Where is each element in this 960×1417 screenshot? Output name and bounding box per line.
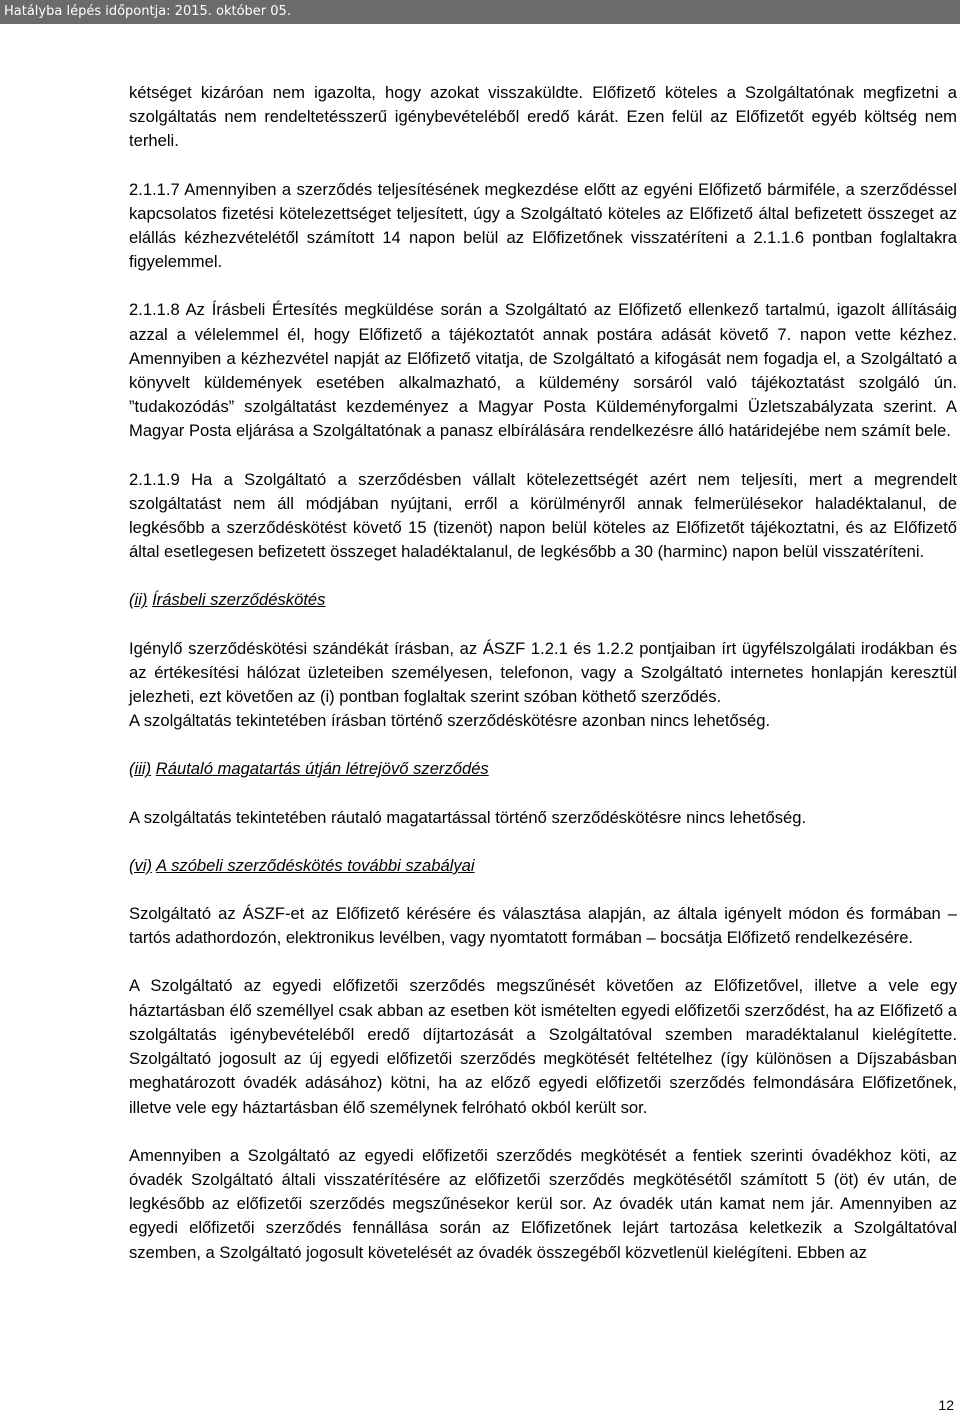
paragraph-2-1-1-7: 2.1.1.7 Amennyiben a szerződés teljesítésének megkezdése előtt az egyéni Előfizető bármiféle, a szerződéssel kapcsolatos fizetési kötelezettséget teljesített, úgy a Szolgáltató köteles az Előfizető által befizetett összeget az elállás kézhezvételétől számított 14 napon belül az Előfizetőnek visszatéríteni a 2.1.1.6 pontban foglaltakra figyelemmel. — [129, 179, 957, 272]
section-heading-vi-title: A szóbeli szerződéskötés további szabályai — [156, 855, 475, 875]
page-number: 12 — [938, 1397, 954, 1413]
section-heading-vi — [129, 854, 957, 878]
paragraph-continuation: kétséget kizáróan nem igazolta, hogy azokat visszaküldte. Előfizető köteles a Szolgáltatónak megfizetni a szolgáltatás nem rendeltetésszerű igénybevételéből eredő kárát. Ezen felül az Előfizetőt egyéb költség nem terheli. — [129, 83, 957, 151]
paragraph-aszf-delivery: Szolgáltató az ÁSZF-et az Előfizető kérésére és választása alapján, az általa igényelt módon és formában – tartós adathordozón, elektronikus levélben, vagy nyomtatott formában – bocsátja Előfizető rendelkezésére. — [129, 904, 957, 948]
paragraph-new-contract-conditions: A Szolgáltató az egyedi előfizetői szerződés megszűnését követően az Előfizetővel, illetve a vele egy háztartásban élő személlyel csak abban az esetben köt ismételten egyedi előfizetői szerződést, ha az Előfizető a szolgáltatás igénybevételéből eredő díjtartozását a Szolgáltatóval szemben maradéktalanul kielégítette. Szolgáltató jogosult az új egyedi előfizetői szerződés megkötését feltételhez (így különösen a Díjszabásban meghatározott óvadék adásához) kötni, ha az előző egyedi előfizetői szerződés felmondására Előfizetőnek, illetve vele egy háztartásban élő személynek felróható okból került sor. — [129, 976, 957, 1117]
paragraph-deposit: Amennyiben a Szolgáltató az egyedi előfizetői szerződés megkötését a fentiek szerinti óvadékhoz köti, az óvadék Szolgáltató általi visszatérítésére az előfizetői szerződés megkötésétől számított 5 (öt) év után, de legkésőbb az előfizetői szerződés megszűnésekor kerül sor. Az óvadék után kamat nem jár. Amennyiben az egyedi előfizetői szerződés fennállása során az Előfizetőnek lejárt tartozása keletkezik a Szolgáltatóval szemben, a Szolgáltató jogosult követelését az óvadék összegéből közvetlenül kielégíteni. Ebben az — [129, 1145, 957, 1262]
section-heading-iii-title: Ráutaló magatartás útján létrejövő szerződés — [155, 759, 489, 779]
section-heading-vi-number: (vi) — [129, 855, 153, 875]
document-body — [129, 81, 957, 1265]
section-heading-iii-number: (iii) — [129, 759, 152, 779]
paragraph-2-1-1-9: 2.1.1.9 Ha a Szolgáltató a szerződésben vállalt kötelezettségét azért nem teljesíti, mert a megrendelt szolgáltatást nem áll módjában nyújtani, erről a körülményről annak felmerülésekor haladéktalanul, de legkésőbb a szerződéskötést követő 15 (tizenöt) napon belül köteles az Előfizetőt tájékoztatni, és az Előfizető által esetlegesen befizetett összeget haladéktalanul, de legkésőbb a 30 (harminc) napon belül visszatéríteni. — [129, 469, 957, 562]
section-heading-ii-number: (ii) — [129, 590, 148, 610]
paragraph-written-intent: Igénylő szerződéskötési szándékát írásban, az ÁSZF 1.2.1 és 1.2.2 pontjaiban írt ügyfélszolgálati irodákban és az értékesítési hálózat üzleteiben személyesen, telefonon, vagy a Szolgáltató internetes honlapján keresztül jelezheti, ezt követően az (i) pontban foglaltak szerint szóban köthető szerződés. — [129, 638, 957, 707]
section-heading-ii-title: Írásbeli szerződéskötés — [152, 590, 326, 610]
section-heading-iii — [129, 757, 957, 781]
paragraph-implied-conduct: A szolgáltatás tekintetében ráutaló magatartással történő szerződéskötésre nincs lehetőség. — [129, 807, 807, 827]
effective-date-header — [0, 0, 960, 24]
section-heading-ii — [129, 588, 957, 612]
paragraph-2-1-1-8: 2.1.1.8 Az Írásbeli Értesítés megküldése során a Szolgáltató az Előfizető ellenkező tartalmú, igazolt állításáig azzal a vélelemmel él, hogy Előfizető a tájékoztatót annak postára adását követő 7. napon vette kézhez. Amennyiben a kézhezvétel napját az Előfizető vitatja, de Szolgáltató a kifogását nem fogadja el, a Szolgáltató a könyvelt küldemények esetében alkalmazható, a küldemény sorsáról való tájékoztatást szolgáló ún. ”tudakozódás” szolgáltatást kezdeményez a Magyar Posta Küldeményforgalmi Üzletszabályzata szerint. A Magyar Posta eljárása a Szolgáltatónak a panasz elbírálására rendelkezésre álló határidejébe nem számít bele. — [129, 300, 957, 441]
effective-date-text: Hatályba lépés időpontja: 2015. október 05. — [4, 4, 291, 19]
paragraph-written-not-possible: A szolgáltatás tekintetében írásban történő szerződéskötésre azonban nincs lehetőség. — [129, 711, 771, 731]
